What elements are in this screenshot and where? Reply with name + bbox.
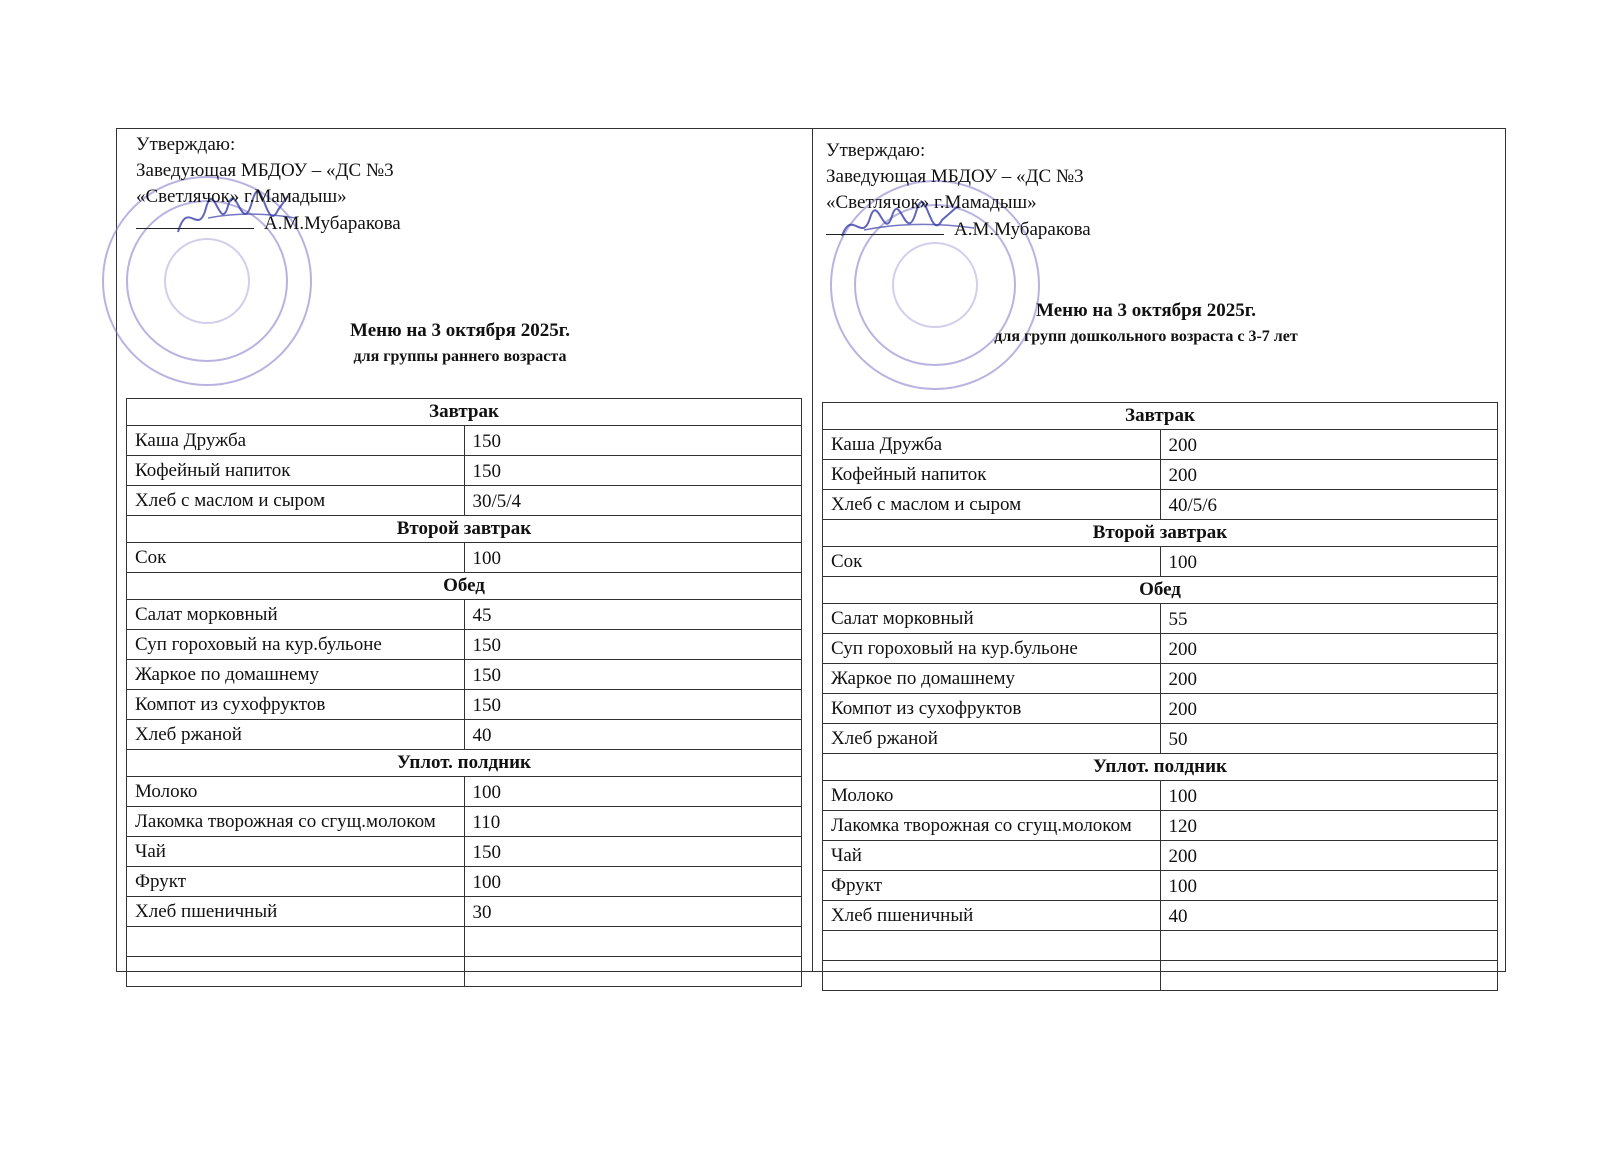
section-heading: Завтрак xyxy=(127,399,802,426)
dish-name: Хлеб пшеничный xyxy=(823,901,1161,931)
dish-portion: 100 xyxy=(1160,871,1498,901)
dish-name: Жаркое по домашнему xyxy=(127,660,465,690)
section-heading: Второй завтрак xyxy=(823,520,1498,547)
table-row xyxy=(823,547,1498,577)
table-row xyxy=(823,430,1498,460)
dish-portion: 150 xyxy=(464,837,802,867)
approval-heading: Утверждаю: xyxy=(826,140,926,161)
menu-table xyxy=(822,402,1498,991)
dish-name: Компот из сухофруктов xyxy=(823,694,1161,724)
dish-portion: 100 xyxy=(464,543,802,573)
table-row xyxy=(127,777,802,807)
dish-name: Сок xyxy=(823,547,1161,577)
section-header-row xyxy=(823,403,1498,430)
dish-portion: 110 xyxy=(464,807,802,837)
dish-name: Каша Дружба xyxy=(823,430,1161,460)
table-row xyxy=(127,456,802,486)
section-header-row xyxy=(127,573,802,600)
empty-row xyxy=(823,931,1498,961)
table-row xyxy=(823,901,1498,931)
dish-name: Лакомка творожная со сгущ.молоком xyxy=(127,807,465,837)
table-row xyxy=(127,660,802,690)
table-row xyxy=(823,841,1498,871)
table-row xyxy=(823,724,1498,754)
section-header-row xyxy=(823,754,1498,781)
empty-cell xyxy=(127,957,465,987)
dish-portion: 100 xyxy=(464,777,802,807)
signature-line xyxy=(826,216,944,235)
dish-name: Лакомка творожная со сгущ.молоком xyxy=(823,811,1161,841)
approval-institution: «Светлячок» г.Мамадыш» xyxy=(136,186,347,207)
table-row xyxy=(127,897,802,927)
dish-name: Молоко xyxy=(823,781,1161,811)
dish-name: Кофейный напиток xyxy=(127,456,465,486)
dish-name: Молоко xyxy=(127,777,465,807)
empty-row xyxy=(823,961,1498,991)
dish-portion: 30/5/4 xyxy=(464,486,802,516)
menu-subtitle: для групп дошкольного возраста с 3-7 лет xyxy=(994,328,1298,345)
dish-portion: 40 xyxy=(1160,901,1498,931)
dish-portion: 200 xyxy=(1160,460,1498,490)
approval-signer: А.М.Мубаракова xyxy=(264,213,401,234)
dish-name: Хлеб с маслом и сыром xyxy=(823,490,1161,520)
section-header-row xyxy=(127,750,802,777)
dish-portion: 200 xyxy=(1160,634,1498,664)
table-row xyxy=(127,867,802,897)
dish-name: Кофейный напиток xyxy=(823,460,1161,490)
menu-panel-preschool xyxy=(812,128,1506,972)
section-heading: Второй завтрак xyxy=(127,516,802,543)
menu-table xyxy=(126,398,802,987)
dish-name: Сок xyxy=(127,543,465,573)
table-row xyxy=(127,600,802,630)
dish-name: Каша Дружба xyxy=(127,426,465,456)
dish-portion: 120 xyxy=(1160,811,1498,841)
section-heading: Завтрак xyxy=(823,403,1498,430)
table-row xyxy=(127,543,802,573)
section-heading: Обед xyxy=(127,573,802,600)
table-row xyxy=(127,690,802,720)
section-header-row xyxy=(127,399,802,426)
dish-portion: 40/5/6 xyxy=(1160,490,1498,520)
table-row xyxy=(823,490,1498,520)
dish-name: Жаркое по домашнему xyxy=(823,664,1161,694)
dish-portion: 200 xyxy=(1160,694,1498,724)
dish-portion: 150 xyxy=(464,426,802,456)
empty-cell xyxy=(464,957,802,987)
dish-portion: 55 xyxy=(1160,604,1498,634)
dish-portion: 100 xyxy=(464,867,802,897)
empty-cell xyxy=(823,931,1161,961)
section-header-row xyxy=(127,516,802,543)
empty-row xyxy=(127,927,802,957)
dish-portion: 30 xyxy=(464,897,802,927)
dish-portion: 200 xyxy=(1160,664,1498,694)
table-row xyxy=(823,604,1498,634)
dish-portion: 200 xyxy=(1160,841,1498,871)
dish-portion: 150 xyxy=(464,456,802,486)
table-row xyxy=(127,630,802,660)
menu-title: Меню на 3 октября 2025г. xyxy=(350,320,570,341)
menu-panel-early-age xyxy=(116,128,812,972)
dish-name: Салат морковный xyxy=(823,604,1161,634)
section-header-row xyxy=(823,577,1498,604)
approval-signer: А.М.Мубаракова xyxy=(954,219,1091,240)
dish-name: Чай xyxy=(823,841,1161,871)
empty-cell xyxy=(1160,931,1498,961)
table-row xyxy=(127,720,802,750)
approval-position: Заведующая МБДОУ – «ДС №3 xyxy=(826,166,1084,187)
table-row xyxy=(823,811,1498,841)
empty-cell xyxy=(127,927,465,957)
dish-portion: 100 xyxy=(1160,781,1498,811)
dish-portion: 200 xyxy=(1160,430,1498,460)
dish-name: Суп гороховый на кур.бульоне xyxy=(127,630,465,660)
dish-name: Хлеб с маслом и сыром xyxy=(127,486,465,516)
menu-title: Меню на 3 октября 2025г. xyxy=(1036,300,1256,321)
table-row xyxy=(823,460,1498,490)
table-row xyxy=(127,807,802,837)
table-row xyxy=(127,426,802,456)
dish-name: Чай xyxy=(127,837,465,867)
table-row xyxy=(823,664,1498,694)
section-heading: Уплот. полдник xyxy=(823,754,1498,781)
dish-name: Суп гороховый на кур.бульоне xyxy=(823,634,1161,664)
menu-subtitle: для группы раннего возраста xyxy=(353,348,567,365)
empty-cell xyxy=(823,961,1161,991)
table-row xyxy=(823,694,1498,724)
dish-portion: 50 xyxy=(1160,724,1498,754)
dish-name: Фрукт xyxy=(127,867,465,897)
table-row xyxy=(823,634,1498,664)
signature-line xyxy=(136,210,254,229)
dish-name: Хлеб пшеничный xyxy=(127,897,465,927)
table-row xyxy=(823,781,1498,811)
dish-name: Хлеб ржаной xyxy=(127,720,465,750)
approval-block xyxy=(136,132,401,237)
table-row xyxy=(823,871,1498,901)
dish-portion: 150 xyxy=(464,690,802,720)
table-row xyxy=(127,837,802,867)
dish-name: Хлеб ржаной xyxy=(823,724,1161,754)
approval-block xyxy=(826,138,1091,243)
empty-row xyxy=(127,957,802,987)
dish-portion: 150 xyxy=(464,630,802,660)
empty-cell xyxy=(1160,961,1498,991)
approval-position: Заведующая МБДОУ – «ДС №3 xyxy=(136,160,394,181)
dish-portion: 100 xyxy=(1160,547,1498,577)
section-heading: Уплот. полдник xyxy=(127,750,802,777)
dish-name: Фрукт xyxy=(823,871,1161,901)
section-header-row xyxy=(823,520,1498,547)
dish-name: Салат морковный xyxy=(127,600,465,630)
dish-portion: 40 xyxy=(464,720,802,750)
section-heading: Обед xyxy=(823,577,1498,604)
table-row xyxy=(127,486,802,516)
dish-name: Компот из сухофруктов xyxy=(127,690,465,720)
empty-cell xyxy=(464,927,802,957)
approval-heading: Утверждаю: xyxy=(136,134,236,155)
approval-institution: «Светлячок» г.Мамадыш» xyxy=(826,192,1037,213)
dish-portion: 45 xyxy=(464,600,802,630)
dish-portion: 150 xyxy=(464,660,802,690)
